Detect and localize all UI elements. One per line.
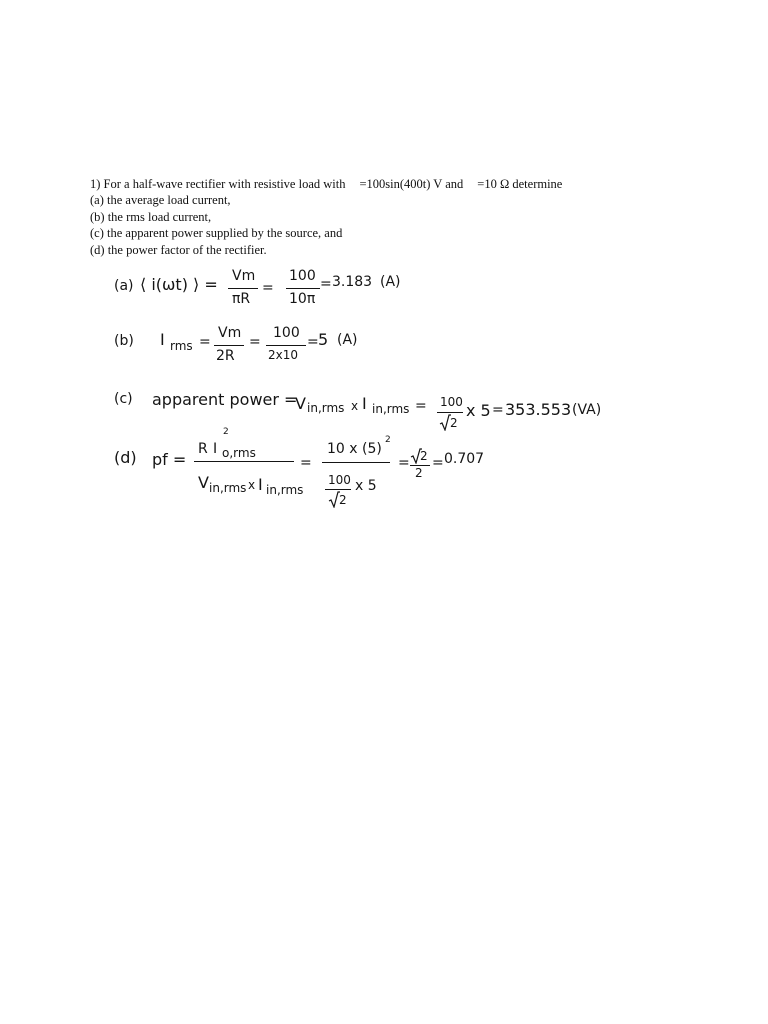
- solution-c-label: (c): [114, 391, 133, 407]
- solution-c-num: 100: [440, 395, 463, 409]
- solution-d-den2-num: 100: [328, 473, 351, 487]
- solution-b-unit: (A): [337, 332, 358, 348]
- solution-d-num-sup: 2: [223, 427, 229, 437]
- solution-d-den-i: I: [258, 475, 263, 494]
- solution-c-fraction-bar: [437, 412, 463, 413]
- solution-a-eq2: =: [320, 276, 332, 292]
- solution-b-num1: Vm: [218, 325, 242, 341]
- solution-c-den-root: 2: [450, 416, 458, 430]
- solution-a-result: 3.183: [332, 274, 373, 290]
- solution-d-den-x: x: [248, 478, 256, 492]
- solution-c-v: V: [295, 394, 306, 413]
- solution-c-eq1: =: [415, 398, 427, 414]
- solution-d-den-i-sub: in,rms: [266, 483, 304, 497]
- solution-c-i: I: [362, 394, 367, 413]
- solution-d-lhs: pf =: [152, 450, 187, 469]
- solution-d-res-root: 2: [420, 449, 428, 463]
- solution-b-eq2: =: [307, 334, 319, 350]
- solution-c-eq2: =: [492, 402, 504, 418]
- solution-b-fraction-bar-1: [214, 345, 244, 346]
- solution-a-eq1: =: [262, 280, 274, 296]
- solution-d-fraction-bar-2: [322, 462, 390, 463]
- solution-c-unit: (VA): [572, 402, 602, 418]
- solution-c-i-sub: in,rms: [372, 402, 410, 416]
- solution-c-v-sub: in,rms: [307, 401, 345, 415]
- solution-a-label: (a): [114, 278, 134, 294]
- problem-statement: [90, 176, 562, 258]
- solution-c-times: x: [351, 399, 359, 413]
- solution-d-num2-sup: 2: [385, 435, 391, 445]
- solution-a-fraction-bar-1: [228, 288, 258, 289]
- solution-b-lhs-sub: rms: [170, 339, 193, 353]
- solution-b-den2: 2x10: [268, 348, 299, 362]
- solution-b-label: (b): [114, 333, 134, 349]
- solution-d-num2: 10 x (5): [327, 441, 382, 457]
- solution-b-num2: 100: [273, 325, 300, 341]
- problem-line-4: (c) the apparent power supplied by the source, and: [90, 226, 343, 241]
- problem-line-3: (b) the rms load current,: [90, 209, 212, 224]
- solution-a-unit: (A): [380, 274, 401, 290]
- solution-b-eq1: =: [249, 334, 261, 350]
- problem-line-1: 1) For a half-wave rectifier with resistive load with =100sin(400t) V and =10 Ω determine: [90, 177, 563, 191]
- solution-d-den2-mult: x 5: [355, 478, 377, 494]
- solution-c-lhs: apparent power =: [152, 390, 298, 409]
- solution-d-num-sub: o,rms: [222, 446, 256, 460]
- solution-a-num2: 100: [289, 268, 316, 284]
- solution-b-lhs-base: I: [160, 330, 165, 349]
- solution-b-result: 5: [318, 330, 329, 349]
- solution-b-fraction-bar-2: [266, 345, 306, 346]
- solution-d-eq1: =: [300, 455, 312, 471]
- solution-c-result: 353.553: [505, 400, 572, 419]
- solution-d-result: 0.707: [444, 451, 485, 467]
- solution-d-eq2: =: [398, 455, 410, 471]
- solution-c-mult: x 5: [466, 401, 491, 420]
- solution-d-fraction-bar-1: [194, 461, 294, 462]
- solution-a-den2: 10π: [289, 291, 316, 307]
- solution-a-den1: πR: [232, 291, 251, 307]
- solution-d-den-v: V: [198, 473, 209, 492]
- solution-a-fraction-bar-2: [286, 288, 320, 289]
- problem-line-2: (a) the average load current,: [90, 193, 231, 208]
- solution-d-den2-bar: [325, 489, 351, 490]
- solution-d-num-r: R: [198, 441, 208, 457]
- solution-d-den2-root: 2: [339, 493, 347, 507]
- solution-d-res-den: 2: [415, 466, 423, 480]
- solution-a-lhs: ⟨ i(ωt) ⟩ =: [140, 275, 218, 294]
- solution-d-den-v-sub: in,rms: [209, 481, 247, 495]
- solution-a-num1: Vm: [232, 268, 256, 284]
- solution-d-label: (d): [114, 448, 137, 467]
- solution-d-eq3: =: [432, 455, 444, 471]
- solution-b-eq0: =: [199, 334, 211, 350]
- solution-d-num-i: I: [213, 441, 218, 457]
- problem-line-5: (d) the power factor of the rectifier.: [90, 242, 267, 257]
- solution-b-den1: 2R: [216, 348, 235, 364]
